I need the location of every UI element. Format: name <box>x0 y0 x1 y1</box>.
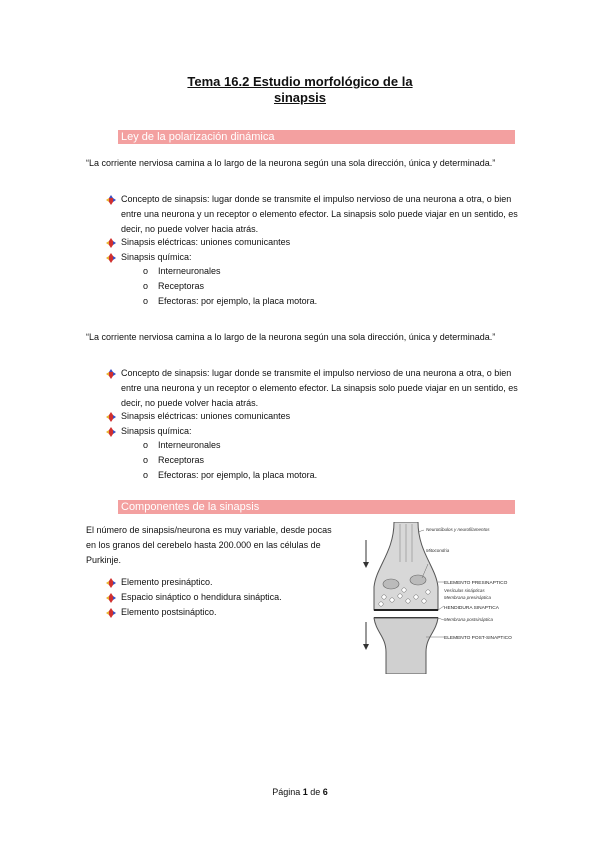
figure-label: ELEMENTO POST-SINAPTICO <box>444 636 512 641</box>
arrow-bullet-icon <box>106 412 116 422</box>
list-item-text: Concepto de sinapsis: lugar donde se transmite el impulso nervioso de una neurona a otra, o bien entre una neurona y un receptor o elemento efector. La sinapsis solo puede viajar en un sentido, es decir, no puede volver hacia atrás. <box>121 194 518 234</box>
circle-bullet-icon: o <box>143 470 149 480</box>
list-item <box>106 250 518 265</box>
direction-arrow-icon <box>363 540 369 568</box>
sub-list-item-text: Interneuronales <box>158 440 221 450</box>
sub-list-item-text: Efectoras: por ejemplo, la placa motora. <box>158 470 318 480</box>
page-title-line1: Tema 16.2 Estudio morfológico de la <box>187 74 413 89</box>
arrow-bullet-icon <box>106 253 116 263</box>
list-item <box>106 575 336 590</box>
figure-label: Membrana presináptica <box>444 595 492 600</box>
circle-bullet-icon: o <box>143 440 149 450</box>
direction-arrow-icon <box>363 622 369 650</box>
list-item-text: Elemento postsináptico. <box>121 607 217 617</box>
list-item <box>106 366 518 411</box>
section-heading-componentes: Componentes de la sinapsis <box>118 500 515 514</box>
arrow-bullet-icon <box>106 369 116 379</box>
figure-label: ELEMENTO PRESINAPTICO <box>444 581 508 586</box>
quote-paragraph: “La corriente nerviosa camina a lo largo de la neurona según una sola dirección, única y determinada.” <box>86 158 496 168</box>
quote-paragraph: “La corriente nerviosa camina a lo largo de la neurona según una sola dirección, única y determinada.” <box>86 332 496 342</box>
arrow-bullet-icon <box>106 238 116 248</box>
list-item <box>106 192 518 237</box>
list-item <box>106 590 336 605</box>
sub-list-item-text: Receptoras <box>158 455 205 465</box>
figure-label: Membrana postsináptica <box>444 617 494 622</box>
footer-total-pages: 6 <box>322 787 328 797</box>
figure-label: Vesículas sinápticas <box>444 588 485 593</box>
arrow-bullet-icon <box>106 578 116 588</box>
circle-bullet-icon: o <box>143 296 149 306</box>
postsynaptic-element <box>374 618 438 674</box>
page-footer <box>0 787 600 797</box>
list-item-text: Sinapsis química: <box>121 252 192 262</box>
sub-list-item-text: Interneuronales <box>158 266 221 276</box>
sub-list-item-text: Receptoras <box>158 281 205 291</box>
list-item-text: Elemento presináptico. <box>121 577 213 587</box>
synapse-diagram <box>356 522 516 674</box>
footer-current-page: 1 <box>302 787 308 797</box>
sub-list-item-text: Efectoras: por ejemplo, la placa motora. <box>158 296 318 306</box>
arrow-bullet-icon <box>106 427 116 437</box>
page-title-line2: sinapsis <box>273 90 327 105</box>
section-heading-polarizacion: Ley de la polarización dinámica <box>118 130 515 144</box>
circle-bullet-icon: o <box>143 455 149 465</box>
list-item <box>106 409 518 424</box>
footer-of-word: de <box>310 787 321 797</box>
list-item-text: Sinapsis eléctricas: uniones comunicantes <box>121 411 291 421</box>
list-item <box>106 235 518 250</box>
list-item-text: Sinapsis química: <box>121 426 192 436</box>
arrow-bullet-icon <box>106 195 116 205</box>
circle-bullet-icon: o <box>143 266 149 276</box>
list-item-text: Concepto de sinapsis: lugar donde se transmite el impulso nervioso de una neurona a otra, o bien entre una neurona y un receptor o elemento efector. La sinapsis solo puede viajar en un sentido, es decir, no puede volver hacia atrás. <box>121 368 518 408</box>
list-item <box>106 605 336 620</box>
list-item <box>106 424 518 439</box>
figure-label: Neurotúbulos y neurofilamentos <box>426 527 490 532</box>
list-item-text: Sinapsis eléctricas: uniones comunicantes <box>121 237 291 247</box>
circle-bullet-icon: o <box>143 281 149 291</box>
list-item-text: Espacio sináptico o hendidura sináptica. <box>121 592 282 602</box>
figure-label: Mitocondria <box>426 548 450 553</box>
footer-page-word: Página <box>272 787 301 797</box>
figure-label: HENDIDURA SINAPTICA <box>444 606 499 611</box>
components-paragraph: El número de sinapsis/neurona es muy variable, desde pocas en los granos del cerebelo hasta 200.000 en las células de Purkinje. <box>86 525 332 565</box>
arrow-bullet-icon <box>106 608 116 618</box>
arrow-bullet-icon <box>106 593 116 603</box>
